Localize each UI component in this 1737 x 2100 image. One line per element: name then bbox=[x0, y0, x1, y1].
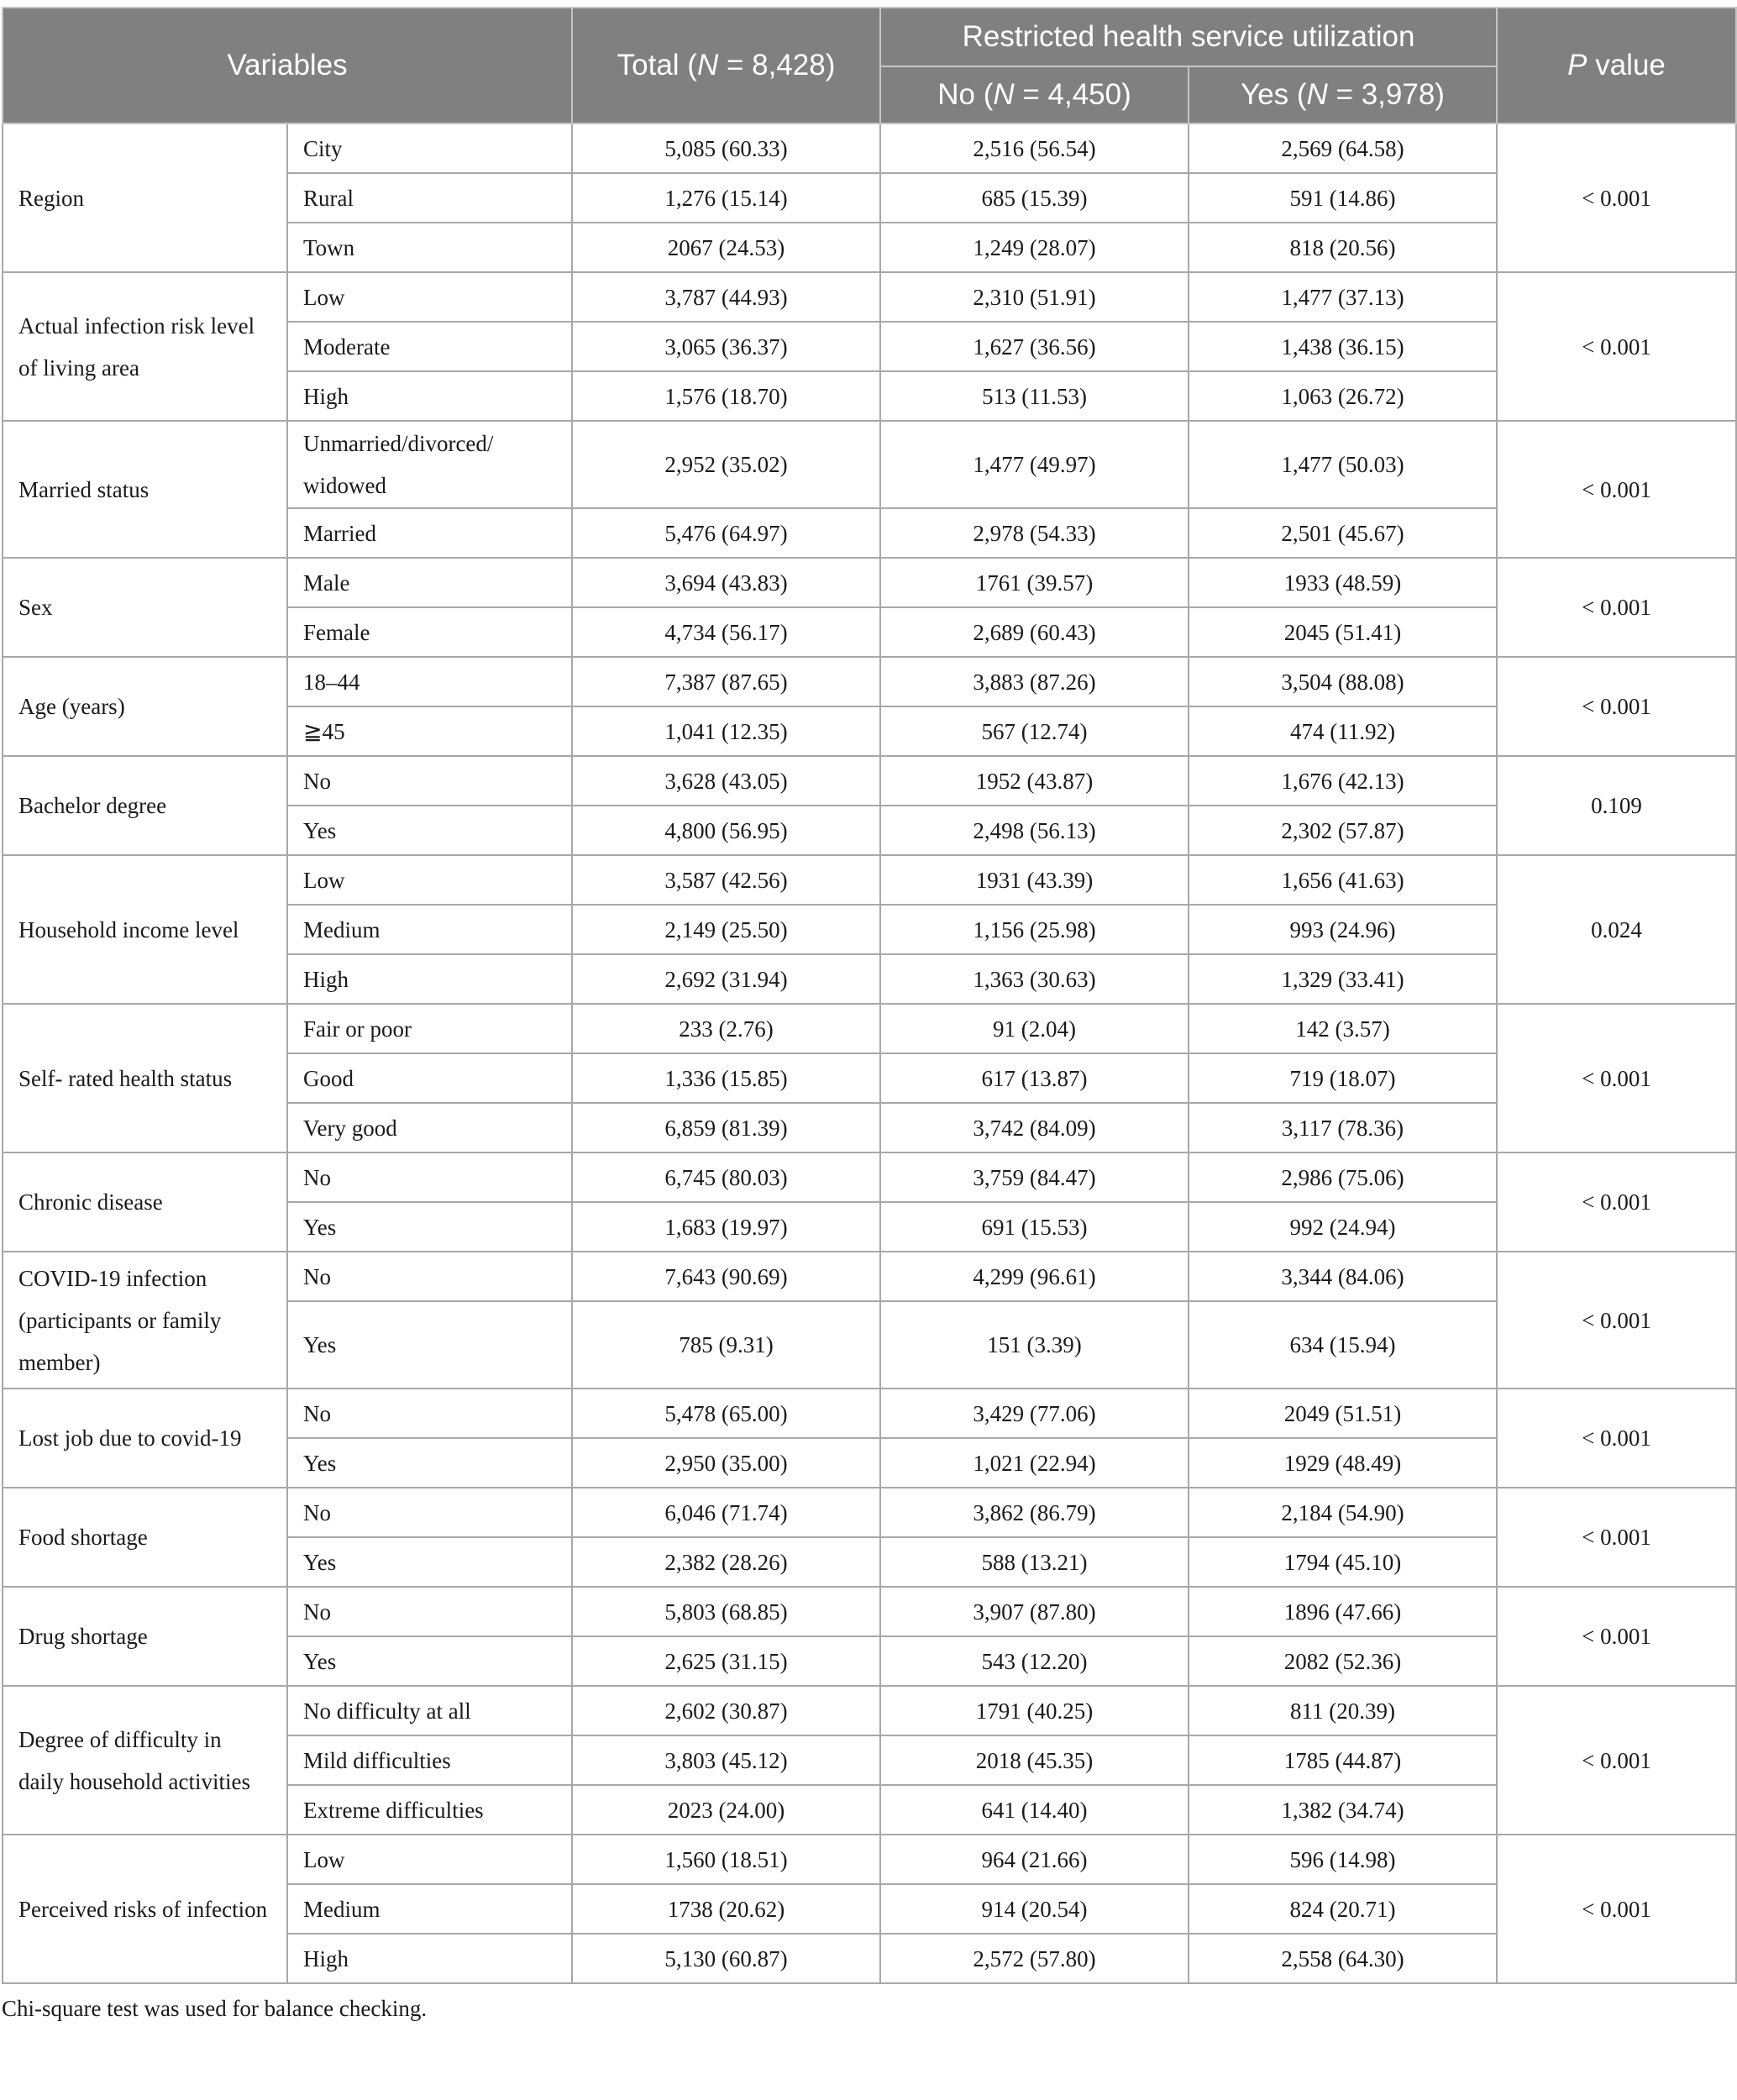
table-body bbox=[3, 123, 1736, 1983]
no-cell: 151 (3.39) bbox=[880, 1301, 1189, 1389]
no-cell: 2,498 (56.13) bbox=[880, 806, 1189, 855]
no-cell: 543 (12.20) bbox=[880, 1636, 1189, 1686]
total-cell: 2,952 (35.02) bbox=[572, 421, 880, 508]
no-cell: 3,907 (87.80) bbox=[880, 1587, 1189, 1636]
header-p-value: P value bbox=[1497, 8, 1736, 123]
yes-cell: 634 (15.94) bbox=[1189, 1301, 1497, 1389]
no-cell: 3,742 (84.09) bbox=[880, 1103, 1189, 1152]
category-cell: Male bbox=[287, 558, 572, 607]
total-cell: 6,745 (80.03) bbox=[572, 1152, 880, 1202]
p-value-cell: < 0.001 bbox=[1497, 1389, 1736, 1488]
category-cell: No bbox=[287, 1252, 572, 1301]
p-value-cell: < 0.001 bbox=[1497, 123, 1736, 272]
no-cell: 2,310 (51.91) bbox=[880, 272, 1189, 322]
yes-cell: 2,569 (64.58) bbox=[1189, 123, 1497, 173]
no-cell: 3,883 (87.26) bbox=[880, 657, 1189, 706]
total-cell: 1,576 (18.70) bbox=[572, 371, 880, 421]
total-cell: 1,336 (15.85) bbox=[572, 1053, 880, 1103]
total-cell: 1738 (20.62) bbox=[572, 1884, 880, 1934]
total-cell: 2023 (24.00) bbox=[572, 1785, 880, 1835]
total-cell: 3,787 (44.93) bbox=[572, 272, 880, 322]
no-cell: 1,363 (30.63) bbox=[880, 954, 1189, 1004]
total-cell: 2,692 (31.94) bbox=[572, 954, 880, 1004]
total-cell: 3,803 (45.12) bbox=[572, 1735, 880, 1785]
category-cell: Extreme difficulties bbox=[287, 1785, 572, 1835]
p-value-cell: < 0.001 bbox=[1497, 1252, 1736, 1389]
no-cell: 588 (13.21) bbox=[880, 1537, 1189, 1587]
yes-cell: 2,501 (45.67) bbox=[1189, 508, 1497, 558]
category-cell: Married bbox=[287, 508, 572, 558]
yes-cell: 1896 (47.66) bbox=[1189, 1587, 1497, 1636]
p-value-cell: < 0.001 bbox=[1497, 1686, 1736, 1835]
table-row bbox=[3, 1587, 1736, 1636]
category-cell: Yes bbox=[287, 1537, 572, 1587]
category-cell: No bbox=[287, 1587, 572, 1636]
category-cell: Yes bbox=[287, 1301, 572, 1389]
no-cell: 513 (11.53) bbox=[880, 371, 1189, 421]
total-cell: 6,859 (81.39) bbox=[572, 1103, 880, 1152]
category-cell: Low bbox=[287, 855, 572, 905]
no-cell: 2,978 (54.33) bbox=[880, 508, 1189, 558]
header-variables: Variables bbox=[3, 8, 572, 123]
p-value-cell: < 0.001 bbox=[1497, 1152, 1736, 1252]
variable-cell: Region bbox=[3, 123, 287, 272]
yes-cell: 824 (20.71) bbox=[1189, 1884, 1497, 1934]
yes-cell: 2,986 (75.06) bbox=[1189, 1152, 1497, 1202]
category-cell: Yes bbox=[287, 1438, 572, 1488]
no-cell: 3,759 (84.47) bbox=[880, 1152, 1189, 1202]
yes-cell: 2,558 (64.30) bbox=[1189, 1934, 1497, 1983]
table-header bbox=[3, 8, 1736, 123]
total-cell: 5,476 (64.97) bbox=[572, 508, 880, 558]
no-cell: 567 (12.74) bbox=[880, 706, 1189, 756]
total-cell: 1,560 (18.51) bbox=[572, 1835, 880, 1884]
yes-cell: 1785 (44.87) bbox=[1189, 1735, 1497, 1785]
total-cell: 5,130 (60.87) bbox=[572, 1934, 880, 1983]
table-row bbox=[3, 756, 1736, 806]
variable-cell: Drug shortage bbox=[3, 1587, 287, 1686]
variable-cell: Household income level bbox=[3, 855, 287, 1004]
yes-cell: 719 (18.07) bbox=[1189, 1053, 1497, 1103]
category-cell: No bbox=[287, 1488, 572, 1537]
category-cell: Low bbox=[287, 1835, 572, 1884]
no-cell: 1,477 (49.97) bbox=[880, 421, 1189, 508]
total-cell: 2,149 (25.50) bbox=[572, 905, 880, 954]
no-cell: 4,299 (96.61) bbox=[880, 1252, 1189, 1301]
variable-cell: Lost job due to covid-19 bbox=[3, 1389, 287, 1488]
variable-cell: Food shortage bbox=[3, 1488, 287, 1587]
category-cell: Good bbox=[287, 1053, 572, 1103]
yes-cell: 818 (20.56) bbox=[1189, 223, 1497, 272]
total-cell: 1,276 (15.14) bbox=[572, 173, 880, 223]
variable-cell: Degree of difficulty in daily household activities bbox=[3, 1686, 287, 1835]
p-value-cell: 0.109 bbox=[1497, 756, 1736, 855]
no-cell: 1,156 (25.98) bbox=[880, 905, 1189, 954]
yes-cell: 2,302 (57.87) bbox=[1189, 806, 1497, 855]
yes-cell: 2082 (52.36) bbox=[1189, 1636, 1497, 1686]
category-cell: Medium bbox=[287, 1884, 572, 1934]
total-cell: 3,065 (36.37) bbox=[572, 322, 880, 371]
data-table bbox=[2, 7, 1737, 1984]
category-cell: No bbox=[287, 1152, 572, 1202]
no-cell: 2,689 (60.43) bbox=[880, 607, 1189, 657]
variable-cell: Sex bbox=[3, 558, 287, 657]
no-cell: 1761 (39.57) bbox=[880, 558, 1189, 607]
variable-cell: Chronic disease bbox=[3, 1152, 287, 1252]
total-cell: 1,041 (12.35) bbox=[572, 706, 880, 756]
variable-cell: COVID-19 infection (participants or family member) bbox=[3, 1252, 287, 1389]
table-row bbox=[3, 1389, 1736, 1438]
yes-cell: 1,477 (37.13) bbox=[1189, 272, 1497, 322]
yes-cell: 1,329 (33.41) bbox=[1189, 954, 1497, 1004]
variable-cell: Perceived risks of infection bbox=[3, 1835, 287, 1983]
total-cell: 233 (2.76) bbox=[572, 1004, 880, 1053]
category-cell: ≧45 bbox=[287, 706, 572, 756]
p-value-cell: < 0.001 bbox=[1497, 421, 1736, 558]
yes-cell: 591 (14.86) bbox=[1189, 173, 1497, 223]
no-cell: 1,627 (36.56) bbox=[880, 322, 1189, 371]
yes-cell: 1,477 (50.03) bbox=[1189, 421, 1497, 508]
table-row bbox=[3, 1488, 1736, 1537]
no-cell: 2,572 (57.80) bbox=[880, 1934, 1189, 1983]
variable-cell: Actual infection risk level of living area bbox=[3, 272, 287, 421]
total-cell: 5,803 (68.85) bbox=[572, 1587, 880, 1636]
table-container bbox=[2, 7, 1735, 2022]
category-cell: Yes bbox=[287, 806, 572, 855]
total-cell: 5,085 (60.33) bbox=[572, 123, 880, 173]
category-cell: Female bbox=[287, 607, 572, 657]
category-cell: Fair or poor bbox=[287, 1004, 572, 1053]
total-cell: 5,478 (65.00) bbox=[572, 1389, 880, 1438]
category-cell: No difficulty at all bbox=[287, 1686, 572, 1735]
total-cell: 2067 (24.53) bbox=[572, 223, 880, 272]
table-row bbox=[3, 855, 1736, 905]
total-cell: 7,387 (87.65) bbox=[572, 657, 880, 706]
no-cell: 1952 (43.87) bbox=[880, 756, 1189, 806]
no-cell: 3,429 (77.06) bbox=[880, 1389, 1189, 1438]
category-cell: 18–44 bbox=[287, 657, 572, 706]
yes-cell: 1929 (48.49) bbox=[1189, 1438, 1497, 1488]
no-cell: 691 (15.53) bbox=[880, 1202, 1189, 1252]
category-cell: Very good bbox=[287, 1103, 572, 1152]
variable-cell: Bachelor degree bbox=[3, 756, 287, 855]
p-value-cell: < 0.001 bbox=[1497, 1004, 1736, 1152]
table-row bbox=[3, 123, 1736, 173]
variable-cell: Age (years) bbox=[3, 657, 287, 756]
total-cell: 1,683 (19.97) bbox=[572, 1202, 880, 1252]
no-cell: 641 (14.40) bbox=[880, 1785, 1189, 1835]
footnote: Chi-square test was used for balance checking. bbox=[2, 1996, 428, 2021]
category-cell: Medium bbox=[287, 905, 572, 954]
total-cell: 785 (9.31) bbox=[572, 1301, 880, 1389]
variable-cell: Self- rated health status bbox=[3, 1004, 287, 1152]
yes-cell: 142 (3.57) bbox=[1189, 1004, 1497, 1053]
table-row bbox=[3, 558, 1736, 607]
category-cell: Low bbox=[287, 272, 572, 322]
yes-cell: 1,382 (34.74) bbox=[1189, 1785, 1497, 1835]
table-row bbox=[3, 421, 1736, 508]
p-value-cell: < 0.001 bbox=[1497, 558, 1736, 657]
category-cell: Mild difficulties bbox=[287, 1735, 572, 1785]
yes-cell: 1,063 (26.72) bbox=[1189, 371, 1497, 421]
no-cell: 2,516 (56.54) bbox=[880, 123, 1189, 173]
yes-cell: 3,117 (78.36) bbox=[1189, 1103, 1497, 1152]
category-cell: High bbox=[287, 954, 572, 1004]
yes-cell: 2,184 (54.90) bbox=[1189, 1488, 1497, 1537]
table-row bbox=[3, 657, 1736, 706]
total-cell: 2,950 (35.00) bbox=[572, 1438, 880, 1488]
yes-cell: 811 (20.39) bbox=[1189, 1686, 1497, 1735]
total-cell: 2,382 (28.26) bbox=[572, 1537, 880, 1587]
no-cell: 964 (21.66) bbox=[880, 1835, 1189, 1884]
category-cell: Yes bbox=[287, 1636, 572, 1686]
category-cell: No bbox=[287, 756, 572, 806]
no-cell: 3,862 (86.79) bbox=[880, 1488, 1189, 1537]
p-value-cell: < 0.001 bbox=[1497, 1488, 1736, 1587]
total-cell: 3,587 (42.56) bbox=[572, 855, 880, 905]
table-row bbox=[3, 1835, 1736, 1884]
no-cell: 1931 (43.39) bbox=[880, 855, 1189, 905]
category-cell: High bbox=[287, 1934, 572, 1983]
yes-cell: 474 (11.92) bbox=[1189, 706, 1497, 756]
total-cell: 4,800 (56.95) bbox=[572, 806, 880, 855]
total-cell: 3,628 (43.05) bbox=[572, 756, 880, 806]
yes-cell: 1,676 (42.13) bbox=[1189, 756, 1497, 806]
no-cell: 617 (13.87) bbox=[880, 1053, 1189, 1103]
no-cell: 1,249 (28.07) bbox=[880, 223, 1189, 272]
no-cell: 91 (2.04) bbox=[880, 1004, 1189, 1053]
yes-cell: 1,656 (41.63) bbox=[1189, 855, 1497, 905]
p-value-cell: < 0.001 bbox=[1497, 1835, 1736, 1983]
table-row bbox=[3, 272, 1736, 322]
yes-cell: 3,344 (84.06) bbox=[1189, 1252, 1497, 1301]
p-value-cell: < 0.001 bbox=[1497, 657, 1736, 756]
yes-cell: 993 (24.96) bbox=[1189, 905, 1497, 954]
total-cell: 4,734 (56.17) bbox=[572, 607, 880, 657]
header-no: No (N = 4,450) bbox=[880, 66, 1189, 123]
variable-cell: Married status bbox=[3, 421, 287, 558]
yes-cell: 1,438 (36.15) bbox=[1189, 322, 1497, 371]
category-cell: Yes bbox=[287, 1202, 572, 1252]
no-cell: 1791 (40.25) bbox=[880, 1686, 1189, 1735]
category-cell: Rural bbox=[287, 173, 572, 223]
yes-cell: 596 (14.98) bbox=[1189, 1835, 1497, 1884]
yes-cell: 1933 (48.59) bbox=[1189, 558, 1497, 607]
p-value-cell: 0.024 bbox=[1497, 855, 1736, 1004]
category-cell: Town bbox=[287, 223, 572, 272]
total-cell: 2,625 (31.15) bbox=[572, 1636, 880, 1686]
p-value-cell: < 0.001 bbox=[1497, 272, 1736, 421]
category-cell: Unmarried/divorced/ widowed bbox=[287, 421, 572, 508]
no-cell: 914 (20.54) bbox=[880, 1884, 1189, 1934]
table-row bbox=[3, 1004, 1736, 1053]
table-row bbox=[3, 1252, 1736, 1301]
header-total: Total (N = 8,428) bbox=[572, 8, 880, 123]
total-cell: 6,046 (71.74) bbox=[572, 1488, 880, 1537]
yes-cell: 1794 (45.10) bbox=[1189, 1537, 1497, 1587]
category-cell: Moderate bbox=[287, 322, 572, 371]
total-cell: 7,643 (90.69) bbox=[572, 1252, 880, 1301]
no-cell: 2018 (45.35) bbox=[880, 1735, 1189, 1785]
table-row bbox=[3, 1152, 1736, 1202]
yes-cell: 2049 (51.51) bbox=[1189, 1389, 1497, 1438]
no-cell: 1,021 (22.94) bbox=[880, 1438, 1189, 1488]
table-row bbox=[3, 1686, 1736, 1735]
category-cell: High bbox=[287, 371, 572, 421]
no-cell: 685 (15.39) bbox=[880, 173, 1189, 223]
category-cell: No bbox=[287, 1389, 572, 1438]
category-cell: City bbox=[287, 123, 572, 173]
yes-cell: 992 (24.94) bbox=[1189, 1202, 1497, 1252]
header-restricted: Restricted health service utilization bbox=[880, 8, 1497, 66]
p-value-cell: < 0.001 bbox=[1497, 1587, 1736, 1686]
yes-cell: 3,504 (88.08) bbox=[1189, 657, 1497, 706]
total-cell: 3,694 (43.83) bbox=[572, 558, 880, 607]
header-yes: Yes (N = 3,978) bbox=[1189, 66, 1497, 123]
yes-cell: 2045 (51.41) bbox=[1189, 607, 1497, 657]
total-cell: 2,602 (30.87) bbox=[572, 1686, 880, 1735]
